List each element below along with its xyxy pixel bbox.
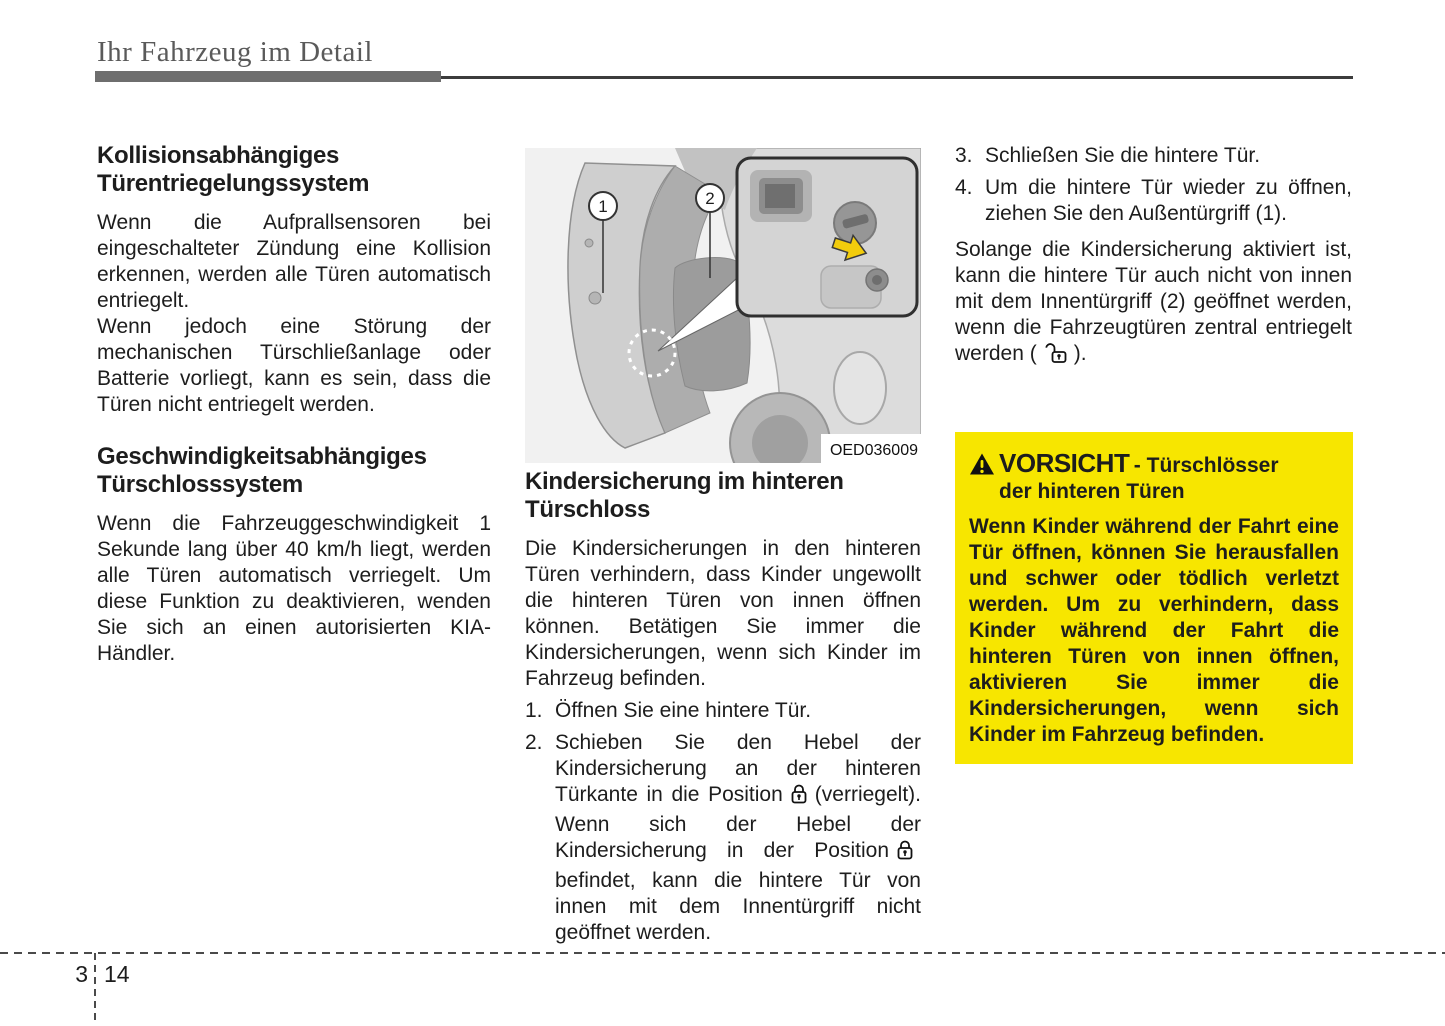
list-item-text: Schließen Sie die hintere Tür. bbox=[985, 144, 1261, 167]
inset-opening bbox=[765, 184, 795, 208]
step2-text-after: befindet, kann die hintere Tür von innen mit dem Innentürgriff nicht geöffnet werden. bbox=[555, 869, 921, 944]
door-detail-hole bbox=[585, 239, 593, 247]
paragraph-text-before: Solange die Kindersicherung aktiviert ist, kann die hintere Tür auch nicht von innen mit dem Innentürgriff (2) geöffnet werden, wenn die Fahrzeugtüren zentral entriegelt werden ( bbox=[955, 238, 1352, 365]
lock-open-icon bbox=[1043, 342, 1068, 371]
warning-triangle-icon bbox=[969, 448, 999, 481]
step2-text-before: Schieben Sie den Hebel der Kindersicherung an der hinteren Türkante in die Position bbox=[555, 731, 921, 806]
fuel-door bbox=[834, 352, 886, 424]
inset-bolt-center bbox=[872, 275, 882, 285]
list-item-text bbox=[555, 730, 921, 946]
warning-header bbox=[969, 448, 1339, 504]
footer-dashed-divider bbox=[94, 953, 96, 1021]
section-heading-speed: Geschwindigkeitsabhängiges Türschlosssystem bbox=[97, 443, 427, 498]
lock-closed-icon bbox=[895, 839, 915, 868]
paragraph: Wenn die Fahrzeuggeschwindigkeit 1 Sekunde lang über 40 km/h liegt, werden alle Türen automatisch verriegelt. Um diese Funktion zu deaktivieren, wenden Sie sich an einen autorisierten KIA-Händler. bbox=[97, 512, 491, 665]
list-item-number: 4. bbox=[955, 176, 973, 199]
warning-label-suffix: - Türschlösser bbox=[1133, 454, 1279, 477]
list-item-text: Öffnen Sie eine hintere Tür. bbox=[555, 699, 812, 722]
list-item bbox=[955, 143, 1352, 169]
footer-page-number: 14 bbox=[104, 961, 130, 987]
list-item bbox=[525, 698, 921, 724]
door-detail-hole bbox=[589, 292, 601, 304]
section-heading-childlock: Kindersicherung im hinteren Türschloss bbox=[525, 468, 844, 523]
lock-closed-icon bbox=[789, 783, 809, 812]
list-item-text: Um die hintere Tür wieder zu öffnen, ziehen Sie den Außentürgriff (1). bbox=[985, 176, 1352, 225]
page-title: Ihr Fahrzeug im Detail bbox=[97, 36, 373, 68]
list-item-number: 3. bbox=[955, 144, 973, 167]
warning-title bbox=[999, 448, 1339, 504]
left-column bbox=[97, 142, 491, 667]
callout-1-label: 1 bbox=[598, 197, 608, 216]
section-heading-collision: Kollisionsabhängiges Türentriegelungssystem bbox=[97, 142, 370, 197]
paragraph: Wenn jedoch eine Störung der mechanischen Türschließanlage oder Batterie vorliegt, kann es sein, dass die Türen nicht entriegelt werden. bbox=[97, 315, 491, 416]
paragraph-text-after: ). bbox=[1073, 342, 1087, 365]
paragraph: Die Kindersicherungen in den hinteren Türen verhindern, dass Kinder ungewollt die hinteren Türen von innen öffnen können. Betätigen Sie immer die Kindersicherungen, wenn sich Kinder im Fahrzeug befinden. bbox=[525, 537, 921, 690]
warning-body: Wenn Kinder während der Fahrt eine Tür öffnen, können Sie herausfallen und schwer oder tödlich verletzt werden. Um zu verhindern, dass Kinder während der Fahrt die hinteren Türen von innen öffnen, aktivieren Sie immer die Kindersicherungen, wenn sich Kinder im Fahrzeug befinden. bbox=[969, 515, 1339, 746]
door-lock-illustration bbox=[525, 148, 921, 463]
paragraph bbox=[955, 237, 1352, 371]
list-item-number: 1. bbox=[525, 699, 543, 722]
paragraph: Wenn die Aufprallsensoren bei eingeschalteter Zündung eine Kollision erkennen, werden alle Türen automatisch entriegelt. bbox=[97, 211, 491, 312]
header-rule bbox=[441, 76, 1353, 79]
step2-text-between: (verriegelt). Wenn sich der Hebel der Kindersicherung in der Position bbox=[555, 783, 921, 862]
warning-box bbox=[955, 432, 1353, 764]
callout-2-label: 2 bbox=[705, 189, 715, 208]
figure-code: OED036009 bbox=[829, 442, 918, 459]
door-lock-figure bbox=[525, 148, 921, 463]
warning-label: VORSICHT bbox=[999, 448, 1130, 478]
warning-title-line2: der hinteren Türen bbox=[999, 480, 1185, 503]
list-item bbox=[955, 175, 1352, 227]
list-item-number: 2. bbox=[525, 731, 543, 754]
header-bar bbox=[95, 71, 441, 82]
right-column bbox=[955, 143, 1352, 371]
footer-chapter-number: 3 bbox=[75, 961, 88, 987]
list-item bbox=[525, 730, 921, 946]
middle-column bbox=[525, 468, 921, 946]
footer-dashed-rule bbox=[0, 952, 1445, 954]
